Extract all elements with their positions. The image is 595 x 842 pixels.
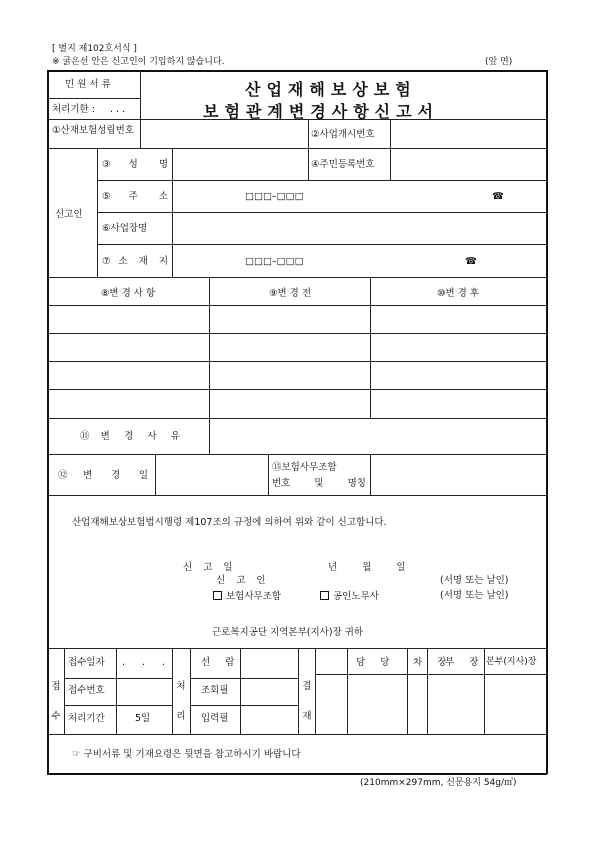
field-agency-value[interactable] [372,456,544,493]
footer-note: ☞ 구비서류 및 기재요령은 뒷면을 참고하시기 바랍니다 [72,749,301,760]
field-change-date-value[interactable] [157,456,266,493]
field-agency-label-2: 번호 및 명칭 [272,478,366,489]
phone-icon: ☎ [465,256,477,267]
report-date-label: 신 고 일 [183,562,237,573]
title-line1: 산업재해보상보험 [245,80,417,99]
notice: ※ 굵은선 안은 신고인이 기입하지 않습니다. [52,57,225,67]
approver-head: 본부(지사)장 [486,657,537,667]
field-address-postal: □□□–□□□ [245,191,304,202]
field-address-label: ⑤주 소 [102,191,168,202]
receipt-date-label: 접수일자 [68,657,105,668]
field-change-reason-value[interactable] [211,420,544,452]
labor-checkbox[interactable] [320,591,329,600]
header-before: ⑨변 경 전 [268,288,312,299]
period-value: 5일 [135,713,151,724]
field-name-value[interactable] [174,150,306,178]
input-label: 입력필 [201,713,229,724]
field-location-postal: □□□–□□□ [245,256,304,267]
field-change-reason-label: ⑪변 경 사 유 [80,431,180,442]
labor-option-label: 공인노무사 [333,591,379,602]
receipt-no-label: 접수번호 [68,685,105,696]
receipt-date-value: . . . [122,657,173,668]
field-name-label: ③성 명 [102,159,168,170]
report-date-units: 년 월 일 [328,562,406,573]
field-resident-no-value[interactable] [392,150,544,178]
period-label: 처리기간 [68,713,105,724]
header-change-item: ⑧변 경 사 항 [100,288,156,299]
seal-note-2: (서명 또는 날인) [440,590,509,601]
field-business-name-label: ⑥사업장명 [102,223,148,234]
phone-icon: ☎ [492,191,504,202]
deadline-value: . . . [110,104,126,115]
agency-option[interactable] [213,591,281,602]
form-number: [ 별지 제102호서식 ] [52,44,137,54]
field-insurance-no-label: ①산재보험성립번호 [52,125,134,136]
field-agency-label-1: ⑬보험사무조합 [272,462,337,473]
approver-deputy: 차 장 [413,657,453,668]
process-section-label: 처 리 [176,681,186,722]
field-location-label: ⑦소 재 지 [102,256,168,267]
field-business-start-label: ②사업개시번호 [311,129,375,140]
field-insurance-no-value[interactable] [142,121,306,146]
receipt-doc-label: 민 원 서 류 [65,79,111,90]
agency-checkbox[interactable] [213,591,222,600]
receipt-section-label: 접 수 [51,681,61,722]
addressee: 근로복지공단 지역본부(지사)장 귀하 [212,627,364,638]
seal-note-1: (서명 또는 날인) [440,575,509,586]
paper-spec: (210mm×297mm, 신문용지 54g/㎡) [360,778,517,788]
page-side: (앞 면) [485,57,513,67]
check-label: 조회필 [201,685,229,696]
view-label: 선 람 [201,657,241,668]
field-change-date-label: ⑫변 경 일 [58,470,148,481]
declaration: 산업재해보상보험법시행령 제107조의 규정에 의하여 위와 같이 신고합니다. [72,517,387,528]
title-line2: 보험관계변경사항신고서 [203,102,440,121]
field-business-name-value[interactable] [174,214,544,242]
approver-staff: 담 당 [356,657,396,668]
field-business-start-value[interactable] [392,121,544,146]
reporter-label: 신고인 [55,209,83,220]
agency-option-label: 보험사무조합 [226,591,282,602]
header-after: ⑩변 경 후 [436,288,480,299]
approver-manager: 부 장 [445,657,485,668]
labor-option[interactable] [320,591,379,602]
field-resident-no-label: ④주민등록번호 [311,159,375,170]
approval-section-label: 결 재 [302,681,312,722]
reporter-sign-label: 신 고 인 [216,575,270,586]
deadline-label: 처리기한 : [52,104,95,115]
